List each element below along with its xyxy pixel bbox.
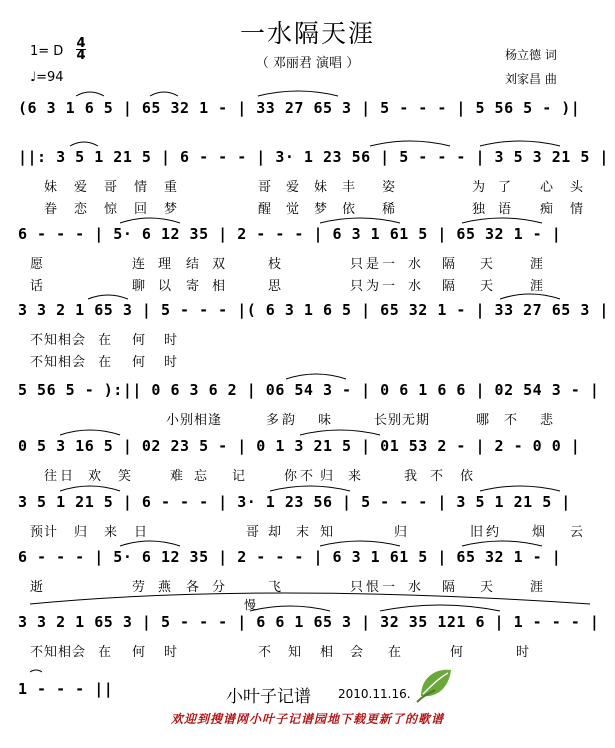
- lyric-char: 连: [132, 257, 146, 272]
- time-sig-top: 4: [76, 36, 86, 51]
- lyric-char: 不: [30, 333, 44, 348]
- lyric-char: 在: [98, 645, 112, 660]
- score-row-10: 1 - - - ||: [18, 680, 114, 698]
- lyric-char: 往: [44, 469, 58, 484]
- lyric-char: 天: [480, 279, 494, 294]
- lyric-char: 却: [268, 525, 282, 540]
- lyric-char: 结: [186, 257, 200, 272]
- lyric-char: 难: [170, 469, 184, 484]
- lyric-char: 语: [498, 202, 512, 217]
- tempo-slow-mark: 慢: [244, 598, 257, 612]
- lyric-char: 头: [570, 180, 584, 195]
- lyric-char: 不: [30, 355, 44, 370]
- lyric-char: 时: [164, 333, 178, 348]
- lyric-char: 在: [98, 333, 112, 348]
- lyric-char: 爱: [74, 180, 88, 195]
- lyric-char: 何: [132, 645, 146, 660]
- lyric-char: 只: [350, 580, 364, 595]
- lyric-char: 姿: [382, 180, 396, 195]
- lyric-char: 何: [132, 355, 146, 370]
- lyric-char: 只: [350, 257, 364, 272]
- lyric-char: 天: [480, 580, 494, 595]
- lyric-char: 以: [158, 279, 172, 294]
- lyric-char: 梦: [314, 202, 328, 217]
- lyric-char: 何: [450, 645, 464, 660]
- lyric-char: 会: [72, 355, 86, 370]
- score-row-6: 0 5 3 16 5 | 02 23 5 - | 0 1 3 21 5 | 01 53 2 - | 2 - 0 0 |: [18, 437, 581, 455]
- score-row-9: 3 3 2 1 65 3 | 5 - - - | 6 6 1 65 3 | 32 35 121 6 | 1 - - - |: [18, 613, 600, 631]
- footer-note: 欢迎到搜谱网小叶子记谱园地下载更新了的歌谱: [170, 712, 444, 726]
- lyric-char: 约: [486, 525, 500, 540]
- lyric-char: 梦: [164, 202, 178, 217]
- lyric-char: 水: [408, 257, 422, 272]
- transcription-date: 2010.11.16.: [338, 687, 411, 701]
- lyric-char: 旧: [470, 525, 484, 540]
- lyric-char: 枝: [268, 257, 282, 272]
- lyric-char: 知: [288, 645, 302, 660]
- lyric-char: 忘: [194, 469, 208, 484]
- lyric-char: 情: [134, 180, 148, 195]
- lyric-char: 分: [212, 580, 226, 595]
- lyric-char: 长: [374, 413, 388, 428]
- lyric-char: 隔: [442, 580, 456, 595]
- lyric-char: 相: [58, 645, 72, 660]
- composer-credit: 刘家昌 曲: [505, 72, 557, 86]
- lyric-char: 飞: [268, 580, 282, 595]
- lyric-char: 无: [402, 413, 416, 428]
- lyric-char: 相: [58, 333, 72, 348]
- lyric-char: 痴: [540, 202, 554, 217]
- score-row-3: 6 - - - | 5· 6 12 35 | 2 - - - | 6 3 1 61 5 | 65 32 1 - |: [18, 225, 562, 243]
- lyric-char: 来: [348, 469, 362, 484]
- lyric-char: 何: [132, 333, 146, 348]
- lyric-char: 哪: [476, 413, 490, 428]
- lyric-char: 天: [480, 257, 494, 272]
- lyric-char: 知: [44, 645, 58, 660]
- lyric-char: 心: [540, 180, 554, 195]
- lyric-char: 计: [44, 525, 58, 540]
- lyric-char: 为: [366, 279, 380, 294]
- lyric-char: 会: [350, 645, 364, 660]
- lyric-char: 小: [166, 413, 180, 428]
- lyric-char: 各: [186, 580, 200, 595]
- lyric-char: 云: [570, 525, 584, 540]
- lyric-char: 稀: [382, 202, 396, 217]
- tempo-value: =94: [36, 70, 64, 85]
- lyric-char: 思: [268, 279, 282, 294]
- lyric-char: 相: [212, 279, 226, 294]
- lyric-char: 劳: [132, 580, 146, 595]
- score-row-1: (6 3 1 6 5 | 65 32 1 - | 33 27 65 3 | 5 - - - | 5 56 5 - )|: [18, 99, 581, 117]
- lyric-char: 愿: [30, 257, 44, 272]
- lyric-char: 别: [388, 413, 402, 428]
- lyric-char: 眷: [44, 202, 58, 217]
- lyric-char: 相: [320, 645, 334, 660]
- lyric-char: 记: [232, 469, 246, 484]
- score-row-2: ||: 3 5 1 21 5 | 6 - - - | 3· 1 23 56 | 5 - - - | 3 5 3 21 5 |: [18, 148, 609, 166]
- lyric-char: 哥: [258, 180, 272, 195]
- lyric-char: 我: [404, 469, 418, 484]
- lyric-char: 恨: [366, 580, 380, 595]
- lyric-char: 重: [164, 180, 178, 195]
- lyric-char: 妹: [314, 180, 328, 195]
- lyric-char: 不: [258, 645, 272, 660]
- singer-credit: （ 邓丽君 演唱 ）: [255, 56, 360, 71]
- lyric-char: 只: [350, 279, 364, 294]
- lyric-char: 不: [30, 645, 44, 660]
- lyric-char: 知: [44, 355, 58, 370]
- lyric-char: 爱: [286, 180, 300, 195]
- lyric-char: 知: [44, 333, 58, 348]
- lyric-char: 日: [60, 469, 74, 484]
- lyric-char: 一: [382, 257, 396, 272]
- lyric-char: 逢: [208, 413, 222, 428]
- lyric-char: 归: [74, 525, 88, 540]
- lyric-char: 依: [460, 469, 474, 484]
- lyric-char: 妹: [44, 180, 58, 195]
- lyric-char: 欢: [88, 469, 102, 484]
- lyric-char: 情: [570, 202, 584, 217]
- score-row-8: 6 - - - | 5· 6 12 35 | 2 - - - | 6 3 1 61 5 | 65 32 1 - |: [18, 548, 562, 566]
- lyric-char: 归: [320, 469, 334, 484]
- lyric-char: 相: [194, 413, 208, 428]
- lyric-char: 多: [266, 413, 280, 428]
- key-signature: 1= D: [30, 44, 64, 59]
- lyric-char: 在: [388, 645, 402, 660]
- lyric-char: 水: [408, 279, 422, 294]
- lyric-char: 是: [366, 257, 380, 272]
- lyric-char: 预: [30, 525, 44, 540]
- lyric-char: 话: [30, 279, 44, 294]
- lyric-char: 知: [320, 525, 334, 540]
- lyric-char: 为: [472, 180, 486, 195]
- lyric-char: 哥: [104, 180, 118, 195]
- lyric-char: 涯: [530, 279, 544, 294]
- lyric-char: 隔: [442, 279, 456, 294]
- lyric-char: 哥: [246, 525, 260, 540]
- lyric-char: 归: [394, 525, 408, 540]
- transcriber-signature: 小叶子记谱: [226, 687, 311, 707]
- lyric-char: 笑: [118, 469, 132, 484]
- lyric-char: 理: [158, 257, 172, 272]
- lyric-char: 丰: [342, 180, 356, 195]
- lyric-char: 惊: [104, 202, 118, 217]
- lyric-char: 味: [318, 413, 332, 428]
- lyric-char: 不: [430, 469, 444, 484]
- lyric-char: 期: [416, 413, 430, 428]
- time-sig-bottom: 4: [76, 48, 86, 63]
- lyric-char: 会: [72, 645, 86, 660]
- lyric-char: 双: [212, 257, 226, 272]
- song-title: 一水隔天涯: [239, 19, 375, 48]
- lyric-char: 时: [516, 645, 530, 660]
- quarter-note-icon: ♩: [30, 70, 37, 85]
- lyric-char: 聊: [132, 279, 146, 294]
- lyric-char: 悲: [540, 413, 554, 428]
- lyric-char: 不: [504, 413, 518, 428]
- lyricist-credit: 杨立德 词: [505, 48, 557, 62]
- lyric-char: 独: [472, 202, 486, 217]
- score-row-5: 5 56 5 - ):|| 0 6 3 6 2 | 06 54 3 - | 0 6 1 6 6 | 02 54 3 - |: [18, 381, 600, 399]
- score-row-4: 3 3 2 1 65 3 | 5 - - - |( 6 3 1 6 5 | 65 32 1 - | 33 27 65 3 |: [18, 301, 609, 319]
- lyric-char: 会: [72, 333, 86, 348]
- lyric-char: 水: [408, 580, 422, 595]
- lyric-char: 不: [300, 469, 314, 484]
- lyric-char: 觉: [286, 202, 300, 217]
- lyric-char: 来: [104, 525, 118, 540]
- lyric-char: 醒: [258, 202, 272, 217]
- lyric-char: 相: [58, 355, 72, 370]
- lyric-char: 韵: [282, 413, 296, 428]
- lyric-char: 烟: [532, 525, 546, 540]
- lyric-char: 依: [342, 202, 356, 217]
- lyric-char: 一: [382, 580, 396, 595]
- lyric-char: 逝: [30, 580, 44, 595]
- lyric-char: 了: [498, 180, 512, 195]
- lyric-char: 时: [164, 355, 178, 370]
- lyric-char: 在: [98, 355, 112, 370]
- lyric-char: 末: [296, 525, 310, 540]
- lyric-char: 日: [134, 525, 148, 540]
- lyric-char: 回: [134, 202, 148, 217]
- score-row-7: 3 5 1 21 5 | 6 - - - | 3· 1 23 56 | 5 - - - | 3 5 1 21 5 |: [18, 493, 571, 511]
- lyric-char: 一: [382, 279, 396, 294]
- lyric-char: 恋: [74, 202, 88, 217]
- lyric-char: 你: [284, 469, 298, 484]
- lyric-char: 别: [180, 413, 194, 428]
- lyric-char: 时: [164, 645, 178, 660]
- lyric-char: 涯: [530, 580, 544, 595]
- lyric-char: 隔: [442, 257, 456, 272]
- lyric-char: 燕: [158, 580, 172, 595]
- lyric-char: 寄: [186, 279, 200, 294]
- lyric-char: 涯: [530, 257, 544, 272]
